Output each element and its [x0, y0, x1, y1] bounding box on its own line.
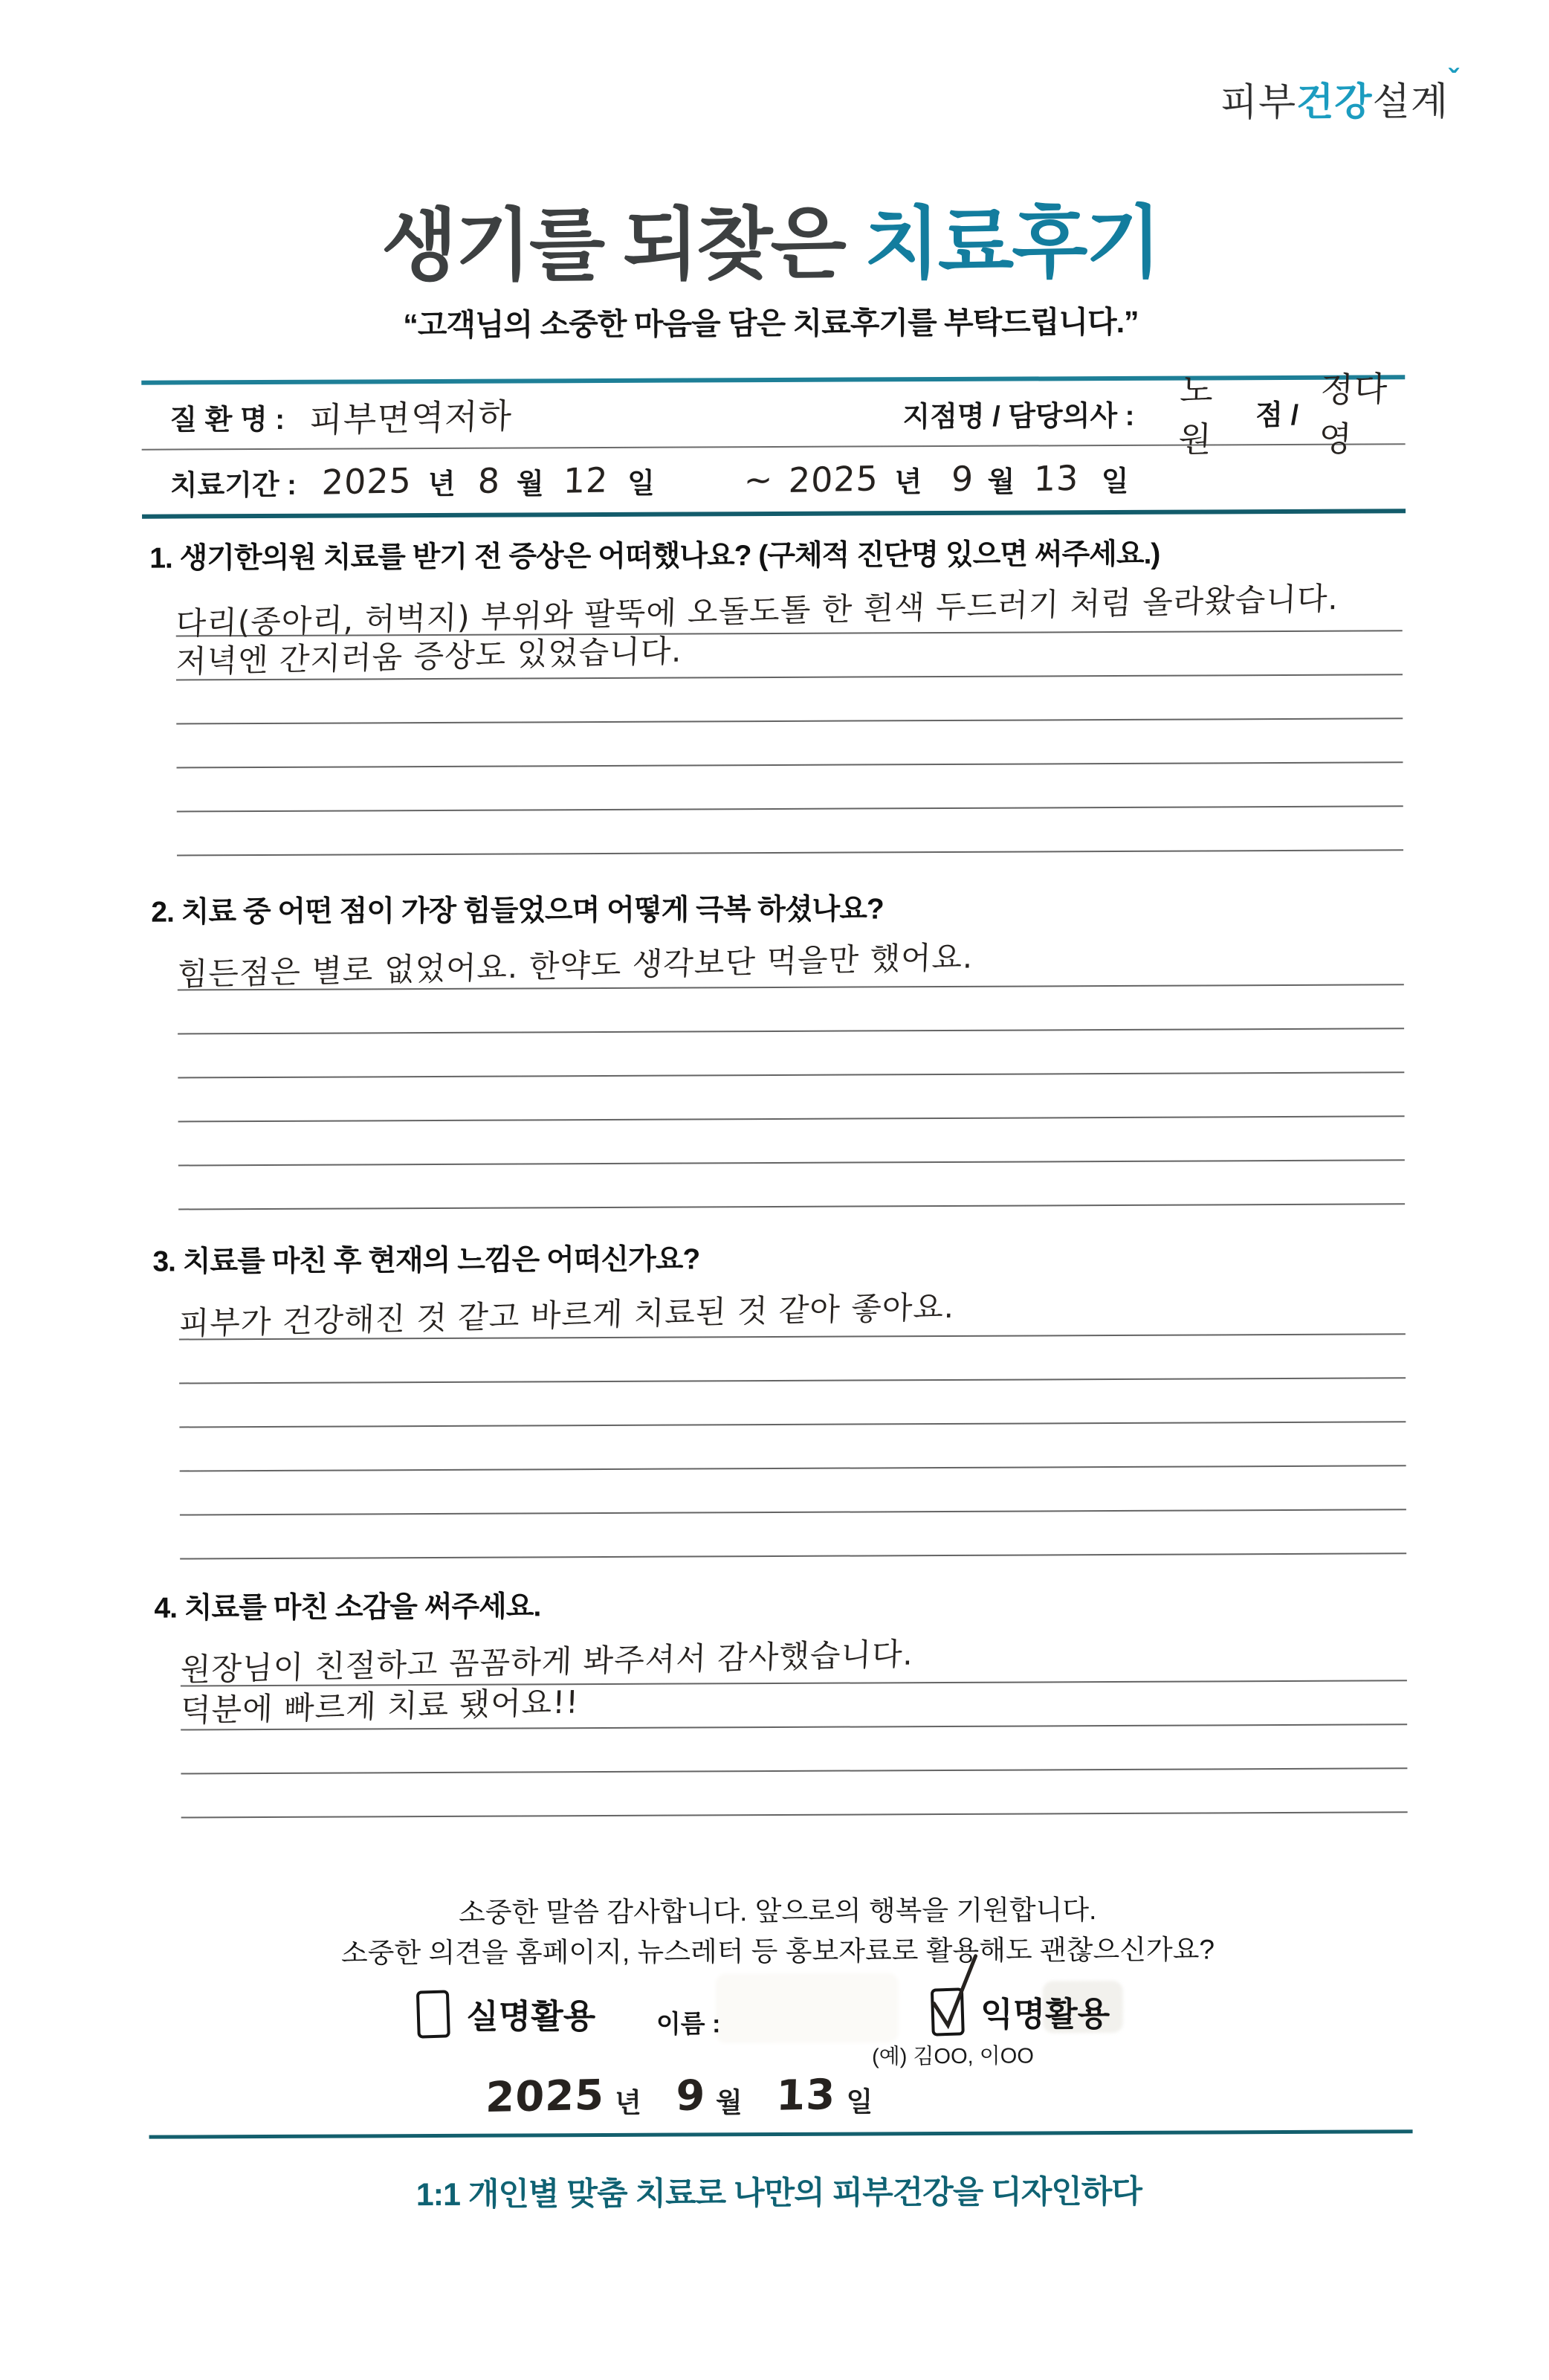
question-4-answers [181, 1637, 1408, 1818]
answer-line [175, 580, 1402, 642]
question-4 [154, 1579, 1407, 1818]
period-start-month: 8 [476, 460, 501, 502]
thanks-line-2: 소중한 의견을 홈페이지, 뉴스레터 등 홍보자료로 활용해도 괜찮으신가요? [340, 1934, 1215, 1969]
date-day: 13 [775, 2070, 837, 2121]
month-unit-label: 월 [516, 468, 544, 500]
anonymous-label: 익명활용 [980, 1995, 1110, 2034]
name-label: 이름 : [656, 2010, 721, 2039]
question-2-label: 2. 치료 중 어떤 점이 가장 힘들었으며 어떻게 극복 하셨나요? [151, 893, 884, 929]
page-title [0, 196, 1545, 294]
period-tilde: ~ [743, 459, 774, 500]
branch-doctor-cell [902, 362, 1406, 462]
realname-option [417, 1989, 596, 2038]
footer-divider [149, 2129, 1413, 2138]
year-unit-label: 년 [427, 468, 456, 500]
info-row-disease-branch [141, 368, 1405, 460]
year-unit-label-2: 년 [894, 466, 922, 498]
anonymous-checkbox [931, 1987, 965, 2036]
date-month-label: 월 [715, 2087, 743, 2118]
month-unit-label-2: 월 [987, 466, 1015, 498]
answer-line [181, 1681, 1407, 1730]
day-unit-label-2: 일 [1101, 465, 1129, 497]
period-end-day: 13 [1033, 457, 1080, 500]
handwritten-answer: 피부가 건강해진 것 같고 바르게 치료된 것 같아 좋아요. [178, 1288, 956, 1342]
answer-line [178, 985, 1404, 1034]
question-1-answers [175, 580, 1403, 856]
answer-line [178, 1161, 1405, 1210]
handwritten-answer: 저녁엔 간지러움 증상도 있었습니다. [175, 632, 683, 680]
question-3 [152, 1233, 1406, 1559]
clinic-logo [1220, 63, 1460, 126]
period-end-month: 9 [951, 458, 975, 500]
period-start-year: 2025 [321, 460, 413, 503]
answer-line [181, 1769, 1407, 1818]
example-note: (예) 김OO, 이OO [872, 2044, 1034, 2069]
consent-options-row [4, 1973, 1549, 2061]
realname-label: 실명활용 [466, 1997, 596, 2036]
day-unit-label: 일 [627, 468, 656, 500]
handwritten-answer: 다리(종아리, 허벅지) 부위와 팔뚝에 오돌도톨 한 흰색 두드러기 처럼 올라왔습니다. [175, 580, 1339, 642]
question-2 [151, 883, 1405, 1210]
period-start-day: 12 [562, 459, 609, 501]
page-title-accent: 치료후기 [864, 199, 1160, 288]
branch-value: 노원 [1177, 370, 1215, 460]
handwritten-answer: 힘든점은 별로 없었어요. 한약도 생각보단 먹을만 했어요. [177, 938, 974, 993]
disease-label: 질 환 명 : [169, 404, 285, 436]
period-label: 치료기간 : [169, 469, 297, 502]
whiteout-patch [719, 1976, 896, 2040]
page-title-dark: 생기를 되찾은 [381, 200, 864, 291]
date-year: 2025 [485, 2071, 606, 2123]
disease-cell [141, 389, 902, 441]
patient-info-table [141, 368, 1406, 518]
question-3-answers [178, 1288, 1407, 1559]
check-mark-icon [928, 1948, 986, 2031]
answer-line [178, 1288, 1406, 1342]
anonymous-option [931, 1987, 1110, 2036]
answer-line [180, 1466, 1406, 1515]
date-day-label: 일 [846, 2086, 873, 2118]
question-1 [149, 529, 1403, 856]
logo-text-accent: 건강 [1296, 80, 1373, 124]
date-year-label: 년 [615, 2087, 642, 2118]
answer-line [176, 719, 1403, 768]
disease-value: 피부면역저하 [309, 396, 514, 441]
page-subtitle: “고객님의 소중한 마음을 담은 치료후기를 부탁드립니다.” [403, 304, 1139, 343]
answer-line [177, 938, 1404, 993]
signature-date [485, 2071, 907, 2121]
answer-line [176, 631, 1403, 680]
realname-checkbox [416, 1990, 450, 2038]
doctor-value: 정다영 [1318, 368, 1388, 459]
answer-line [177, 807, 1403, 856]
logo-text-suffix: 설계 [1372, 80, 1449, 124]
answer-line [180, 1635, 1407, 1689]
question-2-answers [177, 938, 1406, 1210]
answer-line [177, 763, 1403, 812]
question-1-label: 1. 생기한의원 치료를 받기 전 증상은 어떠했나요? (구체적 진단명 있으면 써주세요.) [149, 538, 1160, 575]
thanks-line-1: 소중한 말씀 감사합니다. 앞으로의 행복을 기원합니다. [459, 1894, 1097, 1928]
question-4-label: 4. 치료를 마친 소감을 써주세요. [154, 1590, 541, 1625]
answer-line [179, 1335, 1406, 1384]
footer-tagline: 1:1 개인별 맞춤 치료로 나만의 피부건강을 디자인하다 [415, 2173, 1142, 2213]
handwritten-answer: 원장님이 친절하고 꼼꼼하게 봐주셔서 감사했습니다. [180, 1635, 914, 1689]
logo-check-mark-icon: ˇ [1448, 63, 1460, 97]
handwritten-answer: 덕분에 빠르게 치료 됐어요!! [180, 1683, 580, 1729]
answer-line [179, 1378, 1406, 1428]
answer-line [178, 1029, 1404, 1078]
logo-text-prefix: 피부 [1220, 80, 1297, 125]
period-end-year: 2025 [787, 458, 879, 500]
branch-unit-label: 점 / [1255, 399, 1299, 431]
branch-doctor-label: 지점명 / 담당의사 : [902, 400, 1135, 433]
question-3-label: 3. 치료를 마친 후 현재의 느낌은 어떠신가요? [152, 1243, 700, 1278]
answer-line [178, 1117, 1405, 1166]
answer-line [176, 675, 1403, 724]
answer-line [178, 1073, 1404, 1122]
answer-line [180, 1510, 1406, 1559]
answer-line [179, 1422, 1406, 1471]
answer-line [181, 1725, 1407, 1774]
date-month: 9 [674, 2071, 706, 2121]
